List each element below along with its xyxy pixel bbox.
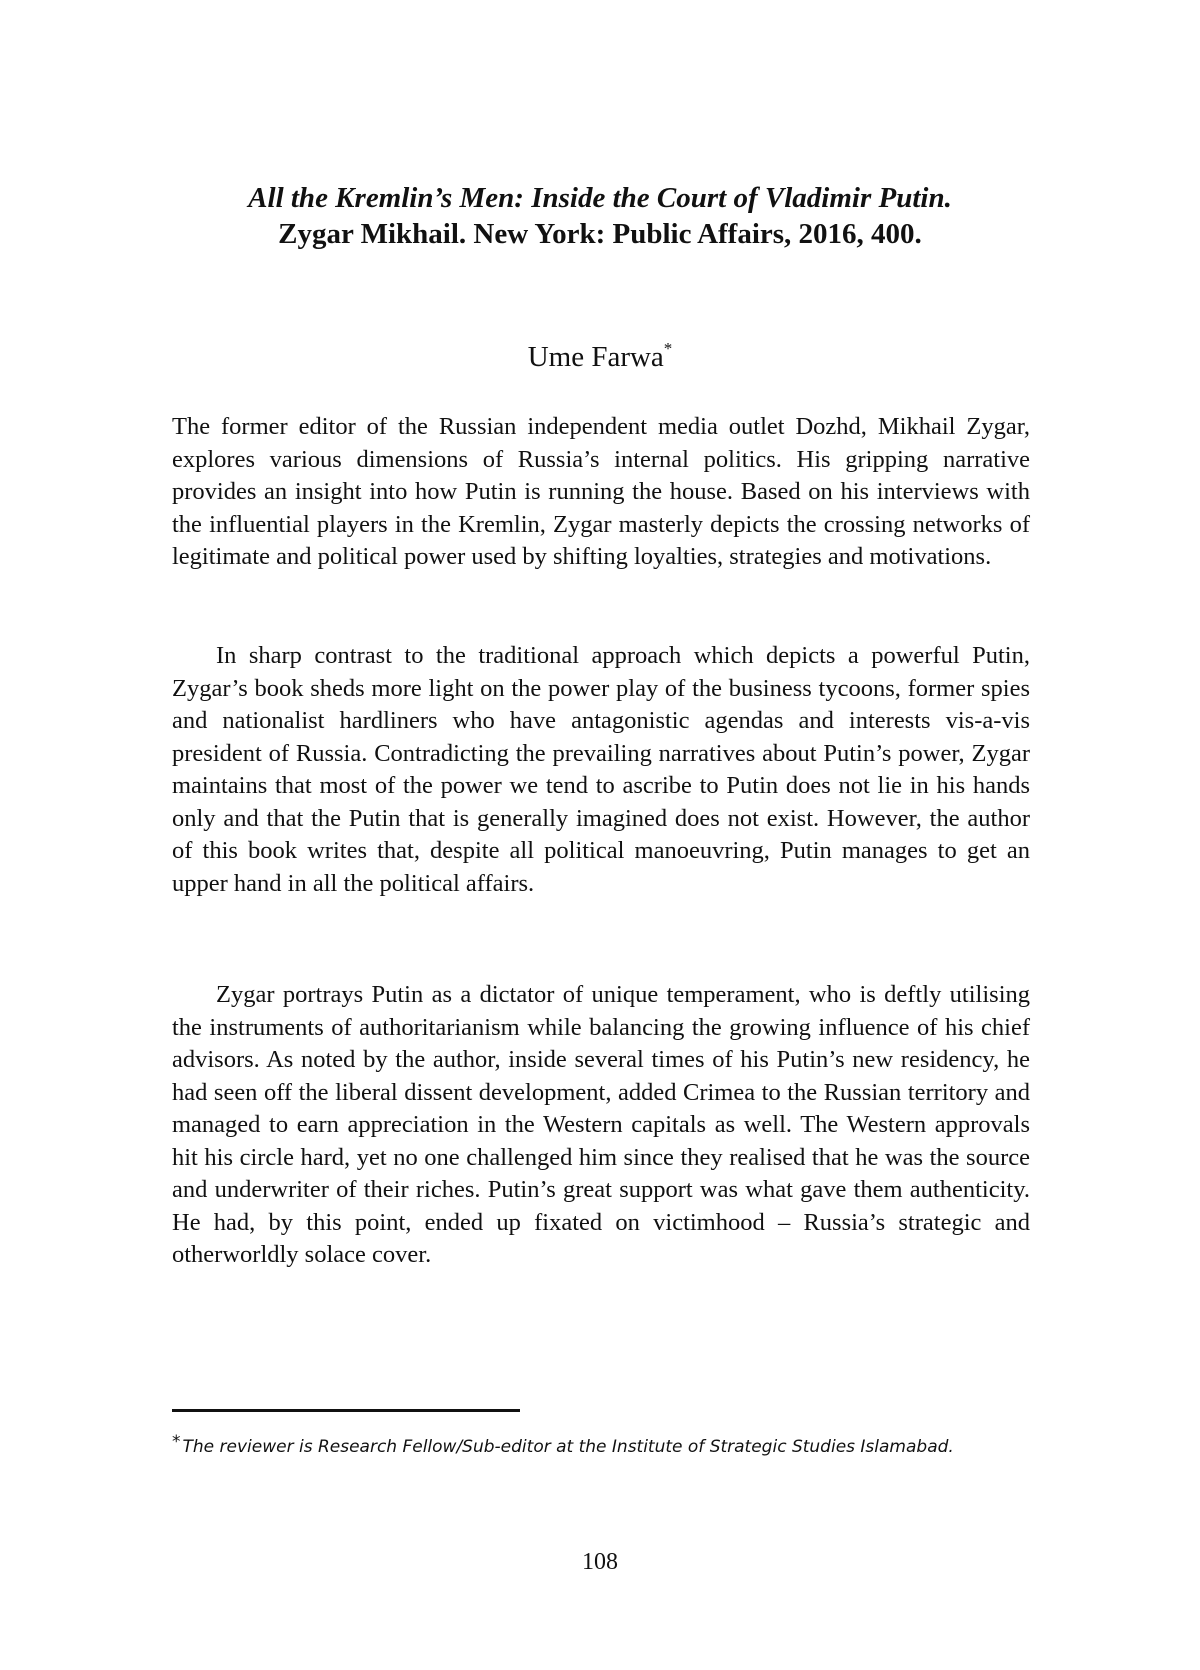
book-title xyxy=(150,180,1050,252)
body-paragraph: The former editor of the Russian independent media outlet Dozhd, Mikhail Zygar, explores various dimensions of Russia’s internal politics. His gripping narrative provides an insight into how Putin is running the house. Based on his interviews with the influential players in the Kremlin, Zygar masterly depicts the crossing networks of legitimate and political power used by shifting loyalties, strategies and motivations. xyxy=(172,413,1030,570)
book-title-line: All the Kremlin’s Men: Inside the Court of Vladimir Putin. xyxy=(248,182,952,214)
footnote-mark: * xyxy=(172,1432,181,1452)
footnote xyxy=(172,1428,1002,1462)
footnote-marker: * xyxy=(663,339,673,358)
body-paragraph: Zygar portrays Putin as a dictator of unique temperament, who is deftly utilising the instruments of authoritarianism while balancing the growing influence of his chief advisors. As noted by the author, inside several times of his Putin’s new residency, he had seen off the liberal dissent development, added Crimea to the Russian territory and managed to earn appreciation in the Western capitals as well. The Western approvals hit his circle hard, yet no one challenged him since they realised that he was the source and underwriter of their riches. Putin’s great support was what gave them authenticity. He had, by this point, ended up fixated on victimhood – Russia’s strategic and otherworldly solace cover. xyxy=(172,981,1030,1268)
footnote-text: The reviewer is Research Fellow/Sub-editor at the Institute of Strategic Studies Islamabad. xyxy=(182,1437,954,1457)
reviewer-name xyxy=(150,340,1050,374)
footnote-divider xyxy=(172,1409,520,1412)
page-number: 108 xyxy=(582,1549,618,1575)
body-paragraph: In sharp contrast to the traditional approach which depicts a powerful Putin, Zygar’s book sheds more light on the power play of the business tycoons, former spies and nationalist hardliners who have antagonistic agendas and interests vis-a-vis president of Russia. Contradicting the prevailing narratives about Putin’s power, Zygar maintains that most of the power we tend to ascribe to Putin does not lie in his hands only and that the Putin that is generally imagined does not exist. However, the author of this book writes that, despite all political manoeuvring, Putin manages to get an upper hand in all the political affairs. xyxy=(172,642,1030,897)
reviewer-name-text: Ume Farwa xyxy=(527,341,664,373)
book-citation-line: Zygar Mikhail. New York: Public Affairs, 2016, 400. xyxy=(278,218,922,250)
